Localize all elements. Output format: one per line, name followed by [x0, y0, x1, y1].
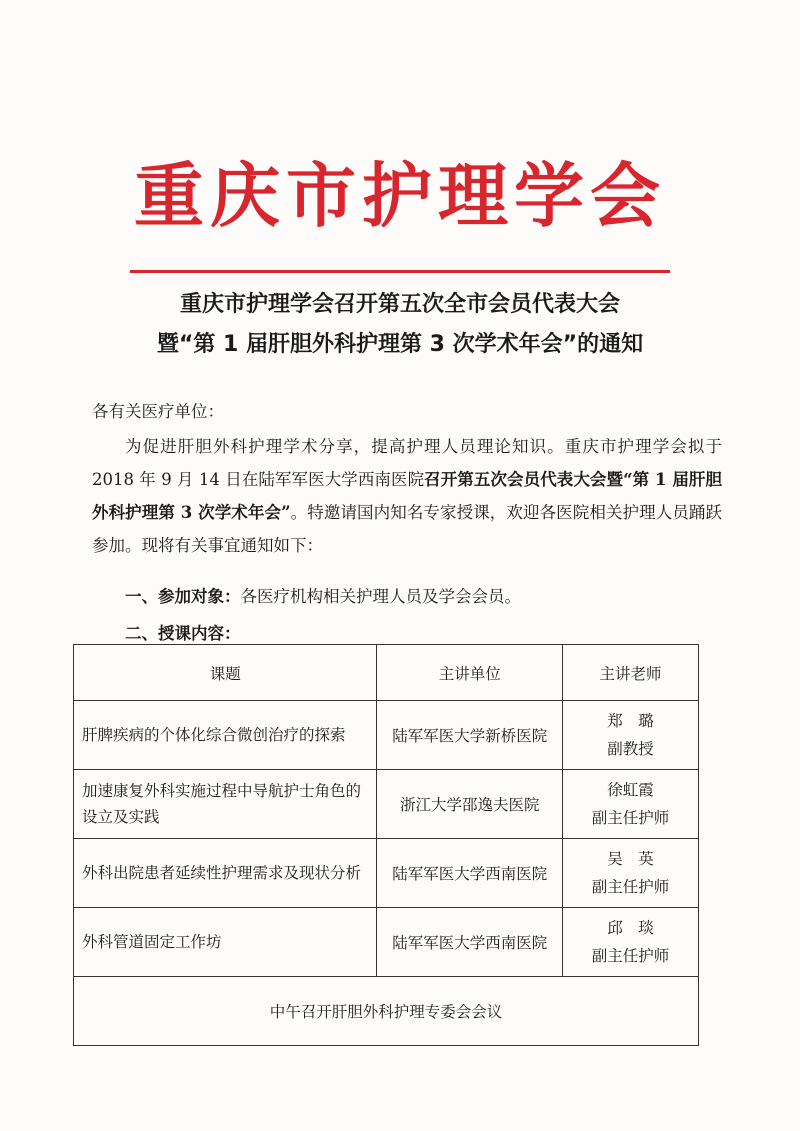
section2-label: 二、授课内容：	[125, 624, 241, 643]
unit-cell: 陆军军医大学新桥医院	[377, 701, 562, 770]
header-teacher: 主讲老师	[562, 645, 698, 701]
unit-cell: 浙江大学邵逸夫医院	[377, 770, 562, 839]
teacher-name: 徐虹霞	[607, 781, 654, 799]
teacher-name: 郑 璐	[607, 712, 654, 730]
header-unit: 主讲单位	[377, 645, 562, 701]
salutation: 各有关医疗单位：	[92, 402, 224, 421]
header-topic: 课题	[74, 645, 377, 701]
section1-text: 各医疗机构相关护理人员及学会会员。	[240, 587, 521, 606]
lecture-table	[73, 644, 699, 1046]
table-footer-row	[74, 977, 699, 1046]
teacher-title: 副主任护师	[591, 878, 670, 896]
table-row	[74, 839, 699, 908]
teacher-title: 副主任护师	[591, 947, 670, 965]
teacher-cell	[562, 839, 698, 908]
intro-text-part2: 。特邀请国内知名专家授课，欢迎各医院相关护理人员踊跃参加。现将有关事宜通知如下：	[92, 503, 722, 555]
teacher-cell	[562, 701, 698, 770]
notice-title-line2: 暨“第 1 届肝胆外科护理第 3 次学术年会”的通知	[156, 332, 644, 357]
teacher-cell	[562, 908, 698, 977]
section-participants	[92, 580, 722, 613]
topic-cell: 加速康复外科实施过程中导航护士角色的设立及实践	[74, 770, 377, 839]
table-footer-note: 中午召开肝胆外科护理专委会会议	[74, 977, 699, 1046]
table-header-row	[74, 645, 699, 701]
table-row	[74, 701, 699, 770]
teacher-name: 邱 琰	[607, 919, 654, 937]
teacher-cell	[562, 770, 698, 839]
unit-cell: 陆军军医大学西南医院	[377, 908, 562, 977]
section1-label: 一、参加对象：	[125, 587, 241, 606]
intro-paragraph	[92, 430, 722, 562]
topic-cell: 外科管道固定工作坊	[74, 908, 377, 977]
teacher-name: 吴 英	[607, 850, 654, 868]
topic-cell: 肝脾疾病的个体化综合微创治疗的探索	[74, 701, 377, 770]
letterhead-divider	[130, 270, 670, 273]
notice-title-line1: 重庆市护理学会召开第五次全市会员代表大会	[179, 292, 620, 317]
organization-letterhead: 重庆市护理学会	[134, 155, 666, 237]
unit-cell: 陆军军医大学西南医院	[377, 839, 562, 908]
topic-cell: 外科出院患者延续性护理需求及现状分析	[74, 839, 377, 908]
table-row	[74, 908, 699, 977]
intro-text-bold: 召开第五次会员代表大会暨“第 1 届肝胆外科护理第 3 次学术年会”	[92, 470, 722, 522]
teacher-title: 副主任护师	[591, 809, 670, 827]
teacher-title: 副教授	[607, 740, 654, 758]
table-row	[74, 770, 699, 839]
intro-text-part1: 为促进肝胆外科护理学术分享，提高护理人员理论知识。重庆市护理学会拟于 2018 年 9 月 14 日在陆军军医大学西南医院	[92, 437, 722, 489]
